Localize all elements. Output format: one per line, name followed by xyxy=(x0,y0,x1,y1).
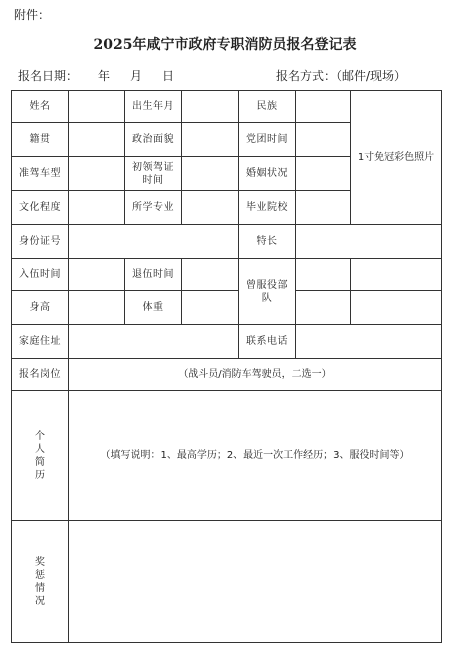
specialty-label: 特长 xyxy=(239,225,296,259)
license-type-field[interactable] xyxy=(69,157,125,191)
registration-date-month: 月 xyxy=(130,69,143,83)
table-row xyxy=(12,225,442,259)
table-row xyxy=(12,359,442,391)
form-title: 2025年咸宁市政府专职消防员报名登记表 xyxy=(93,37,357,53)
school-label: 毕业院校 xyxy=(239,191,296,225)
resume-field[interactable] xyxy=(69,391,442,521)
table-row xyxy=(12,91,442,123)
education-label: 文化程度 xyxy=(12,191,69,225)
education-field[interactable] xyxy=(69,191,125,225)
height-label: 身高 xyxy=(12,291,69,325)
address-label: 家庭住址 xyxy=(12,325,69,359)
service-unit-field-extra[interactable] xyxy=(351,259,442,291)
native-place-label: 籍贯 xyxy=(12,123,69,157)
enlist-time-label: 入伍时间 xyxy=(12,259,69,291)
registration-form xyxy=(11,90,441,643)
position-label: 报名岗位 xyxy=(12,359,69,391)
address-field[interactable] xyxy=(69,325,239,359)
weight-field[interactable] xyxy=(182,291,239,325)
position-options[interactable]: （战斗员/消防车驾驶员，二选一） xyxy=(69,359,442,391)
birth-label: 出生年月 xyxy=(125,91,182,123)
id-number-field[interactable] xyxy=(69,225,239,259)
specialty-field[interactable] xyxy=(296,225,442,259)
awards-field[interactable] xyxy=(69,521,442,643)
name-field[interactable] xyxy=(69,91,125,123)
phone-field[interactable] xyxy=(296,325,442,359)
enlist-time-field[interactable] xyxy=(69,259,125,291)
party-time-field[interactable] xyxy=(296,123,351,157)
political-status-field[interactable] xyxy=(182,123,239,157)
birth-field[interactable] xyxy=(182,91,239,123)
school-field[interactable] xyxy=(296,191,351,225)
id-number-label: 身份证号 xyxy=(12,225,69,259)
native-place-field[interactable] xyxy=(69,123,125,157)
photo-placeholder[interactable]: 1寸免冠彩色照片 xyxy=(351,91,442,225)
height-field[interactable] xyxy=(69,291,125,325)
table-row xyxy=(12,291,442,325)
resume-note: （填写说明：1、最高学历；2、最近一次工作经历；3、服役时间等） xyxy=(100,450,410,461)
party-time-label: 党团时间 xyxy=(239,123,296,157)
awards-label xyxy=(12,521,69,643)
ethnicity-label: 民族 xyxy=(239,91,296,123)
discharge-time-label: 退伍时间 xyxy=(125,259,182,291)
marital-status-label: 婚姻状况 xyxy=(239,157,296,191)
service-unit-field[interactable] xyxy=(296,259,351,291)
attachment-label: 附件： xyxy=(14,8,51,22)
service-unit-field-2[interactable] xyxy=(296,291,351,325)
awards-label-text: 奖惩情况 xyxy=(35,556,45,607)
resume-label xyxy=(12,391,69,521)
discharge-time-field[interactable] xyxy=(182,259,239,291)
license-type-label: 准驾车型 xyxy=(12,157,69,191)
table-row xyxy=(12,259,442,291)
marital-status-field[interactable] xyxy=(296,157,351,191)
registration-table xyxy=(11,90,442,643)
service-unit-label: 曾服役部队 xyxy=(239,259,296,325)
name-label: 姓名 xyxy=(12,91,69,123)
phone-label: 联系电话 xyxy=(239,325,296,359)
resume-label-text: 个人简历 xyxy=(35,430,45,481)
first-license-time-field[interactable] xyxy=(182,157,239,191)
table-row xyxy=(12,521,442,643)
major-field[interactable] xyxy=(182,191,239,225)
ethnicity-field[interactable] xyxy=(296,91,351,123)
registration-date-day: 日 xyxy=(162,69,175,83)
weight-label: 体重 xyxy=(125,291,182,325)
service-unit-field-2-extra[interactable] xyxy=(351,291,442,325)
registration-date xyxy=(18,67,174,84)
major-label: 所学专业 xyxy=(125,191,182,225)
registration-date-label: 报名日期： xyxy=(18,69,79,83)
table-row xyxy=(12,391,442,521)
registration-date-year: 年 xyxy=(98,69,111,83)
table-row xyxy=(12,325,442,359)
registration-method: 报名方式：（邮件/现场） xyxy=(276,69,407,83)
first-license-time-label: 初领驾证时间 xyxy=(125,157,182,191)
political-status-label: 政治面貌 xyxy=(125,123,182,157)
